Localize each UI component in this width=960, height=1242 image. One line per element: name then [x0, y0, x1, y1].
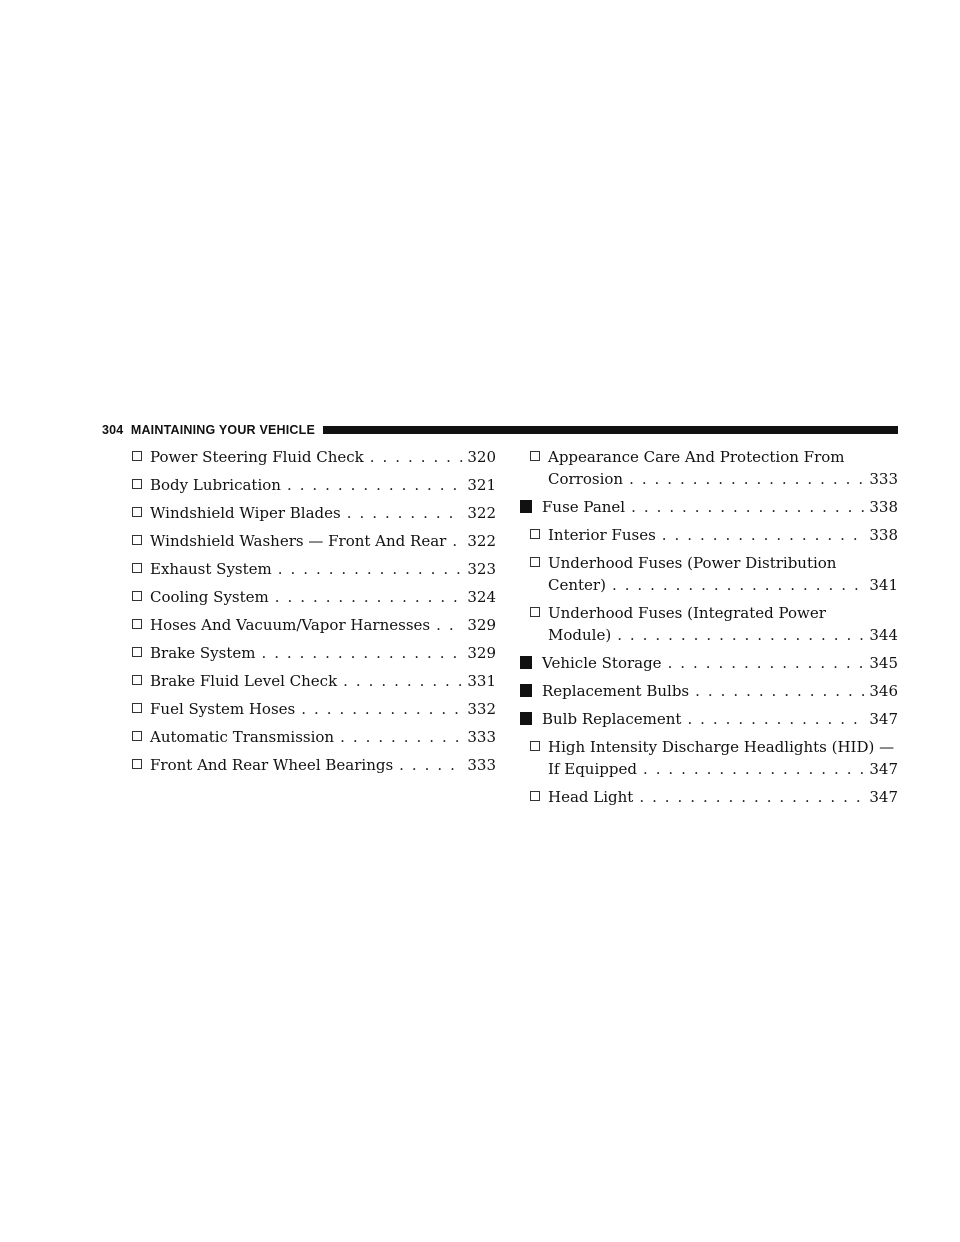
toc-entry-label: Underhood Fuses (Power Distribution: [548, 554, 837, 572]
toc-entry[interactable]: [520, 736, 898, 780]
toc-entry-page: 329: [467, 644, 496, 662]
dot-leader: [452, 530, 463, 552]
dot-leader: [370, 446, 464, 468]
open-square-bullet-icon: [132, 759, 142, 769]
page-number: 304: [102, 423, 124, 437]
toc-entry-label: Brake System: [150, 644, 256, 662]
open-square-bullet-icon: [530, 741, 540, 751]
toc-left-column: [132, 446, 496, 782]
toc-entry-page: 324: [467, 588, 496, 606]
filled-square-bullet-icon: [520, 656, 532, 669]
dot-leader: [631, 496, 865, 518]
open-square-bullet-icon: [132, 479, 142, 489]
toc-entry[interactable]: [520, 652, 898, 674]
toc-entry[interactable]: [520, 552, 898, 596]
toc-entry-page: 333: [869, 470, 898, 488]
open-square-bullet-icon: [132, 507, 142, 517]
toc-right-column: [520, 446, 898, 814]
toc-entry-label: Replacement Bulbs: [542, 682, 690, 700]
open-square-bullet-icon: [530, 451, 540, 461]
toc-entry[interactable]: [132, 614, 496, 642]
dot-leader: [639, 786, 865, 808]
dot-leader: [301, 698, 463, 720]
toc-entry[interactable]: [132, 474, 496, 502]
toc-entry-page: 341: [869, 576, 898, 594]
toc-entry-label: Appearance Care And Protection From: [548, 448, 845, 466]
dot-leader: [340, 726, 463, 748]
toc-entry-label: High Intensity Discharge Headlights (HID) —: [548, 738, 895, 756]
section-title: MAINTAINING YOUR VEHICLE: [130, 423, 316, 437]
filled-square-bullet-icon: [520, 712, 532, 725]
toc-entry-page: 320: [467, 448, 496, 466]
toc-entry-label-cont: Center): [548, 576, 606, 594]
toc-entry-label: Exhaust System: [150, 560, 272, 578]
open-square-bullet-icon: [132, 591, 142, 601]
dot-leader: [687, 708, 865, 730]
toc-entry[interactable]: [132, 530, 496, 558]
toc-entry[interactable]: [132, 670, 496, 698]
toc-entry[interactable]: [132, 698, 496, 726]
filled-square-bullet-icon: [520, 500, 532, 513]
toc-entry-page: 332: [467, 700, 496, 718]
toc-entry-page: 344: [869, 626, 898, 644]
toc-entry[interactable]: [132, 502, 496, 530]
toc-entry-label: Cooling System: [150, 588, 269, 606]
toc-entry[interactable]: [520, 680, 898, 702]
open-square-bullet-icon: [530, 791, 540, 801]
toc-entry-page: 346: [869, 682, 898, 700]
dot-leader: [695, 680, 865, 702]
filled-square-bullet-icon: [520, 684, 532, 697]
dot-leader: [436, 614, 463, 636]
toc-entry[interactable]: [132, 558, 496, 586]
toc-entry-page: 338: [869, 498, 898, 516]
toc-entry-label: Hoses And Vacuum/Vapor Harnesses: [150, 616, 431, 634]
toc-entry-page: 333: [467, 728, 496, 746]
dot-leader: [261, 642, 463, 664]
toc-entry[interactable]: [132, 726, 496, 754]
open-square-bullet-icon: [132, 703, 142, 713]
dot-leader: [343, 670, 463, 692]
toc-entry-page: 322: [467, 532, 496, 550]
toc-entry[interactable]: [520, 496, 898, 518]
toc-entry-page: 347: [869, 710, 898, 728]
toc-entry-label: Power Steering Fluid Check: [150, 448, 364, 466]
open-square-bullet-icon: [530, 529, 540, 539]
toc-entry[interactable]: [132, 586, 496, 614]
dot-leader: [399, 754, 463, 776]
open-square-bullet-icon: [530, 557, 540, 567]
toc-entry-page: 322: [467, 504, 496, 522]
toc-entry-page: 321: [467, 476, 496, 494]
toc-entry-label: Windshield Wiper Blades: [150, 504, 341, 522]
toc-entry-label: Windshield Washers — Front And Rear: [150, 532, 447, 550]
toc-entry-label: Interior Fuses: [548, 526, 656, 544]
toc-entry[interactable]: [520, 602, 898, 646]
toc-entry[interactable]: [132, 446, 496, 474]
toc-entry-page: 347: [869, 760, 898, 778]
dot-leader: [287, 474, 463, 496]
running-header: [102, 423, 323, 437]
toc-entry-page: 338: [869, 526, 898, 544]
dot-leader: [612, 574, 865, 596]
toc-entry-page: 347: [869, 788, 898, 806]
dot-leader: [643, 758, 865, 780]
toc-entry[interactable]: [132, 642, 496, 670]
toc-entry-label: Bulb Replacement: [542, 710, 682, 728]
toc-entry-label: Vehicle Storage: [542, 654, 662, 672]
dot-leader: [617, 624, 865, 646]
toc-entry-label: Underhood Fuses (Integrated Power: [548, 604, 826, 622]
toc-entry-page: 345: [869, 654, 898, 672]
toc-entry-label: Fuel System Hoses: [150, 700, 296, 718]
open-square-bullet-icon: [132, 563, 142, 573]
toc-entry-page: 329: [467, 616, 496, 634]
dot-leader: [668, 652, 866, 674]
open-square-bullet-icon: [132, 675, 142, 685]
toc-entry[interactable]: [520, 446, 898, 490]
dot-leader: [662, 524, 866, 546]
toc-entry-label: Fuse Panel: [542, 498, 626, 516]
open-square-bullet-icon: [530, 607, 540, 617]
dot-leader: [275, 586, 464, 608]
dot-leader: [347, 502, 464, 524]
open-square-bullet-icon: [132, 619, 142, 629]
toc-entry-label: Head Light: [548, 788, 634, 806]
toc-entry-label: Front And Rear Wheel Bearings: [150, 756, 394, 774]
toc-entry-label-cont: If Equipped: [548, 760, 637, 778]
toc-entry-label-cont: Module): [548, 626, 612, 644]
open-square-bullet-icon: [132, 647, 142, 657]
open-square-bullet-icon: [132, 731, 142, 741]
dot-leader: [278, 558, 464, 580]
dot-leader: [629, 468, 865, 490]
toc-entry[interactable]: [520, 786, 898, 808]
toc-entry-page: 323: [467, 560, 496, 578]
toc-entry-label-cont: Corrosion: [548, 470, 624, 488]
toc-entry[interactable]: [132, 754, 496, 782]
toc-entry-label: Brake Fluid Level Check: [150, 672, 338, 690]
toc-entry[interactable]: [520, 524, 898, 546]
toc-entry[interactable]: [520, 708, 898, 730]
toc-entry-page: 331: [467, 672, 496, 690]
open-square-bullet-icon: [132, 535, 142, 545]
toc-entry-label: Automatic Transmission: [150, 728, 335, 746]
toc-entry-page: 333: [467, 756, 496, 774]
open-square-bullet-icon: [132, 451, 142, 461]
page-header: [102, 421, 898, 439]
toc-entry-label: Body Lubrication: [150, 476, 281, 494]
header-rule: [323, 426, 898, 434]
